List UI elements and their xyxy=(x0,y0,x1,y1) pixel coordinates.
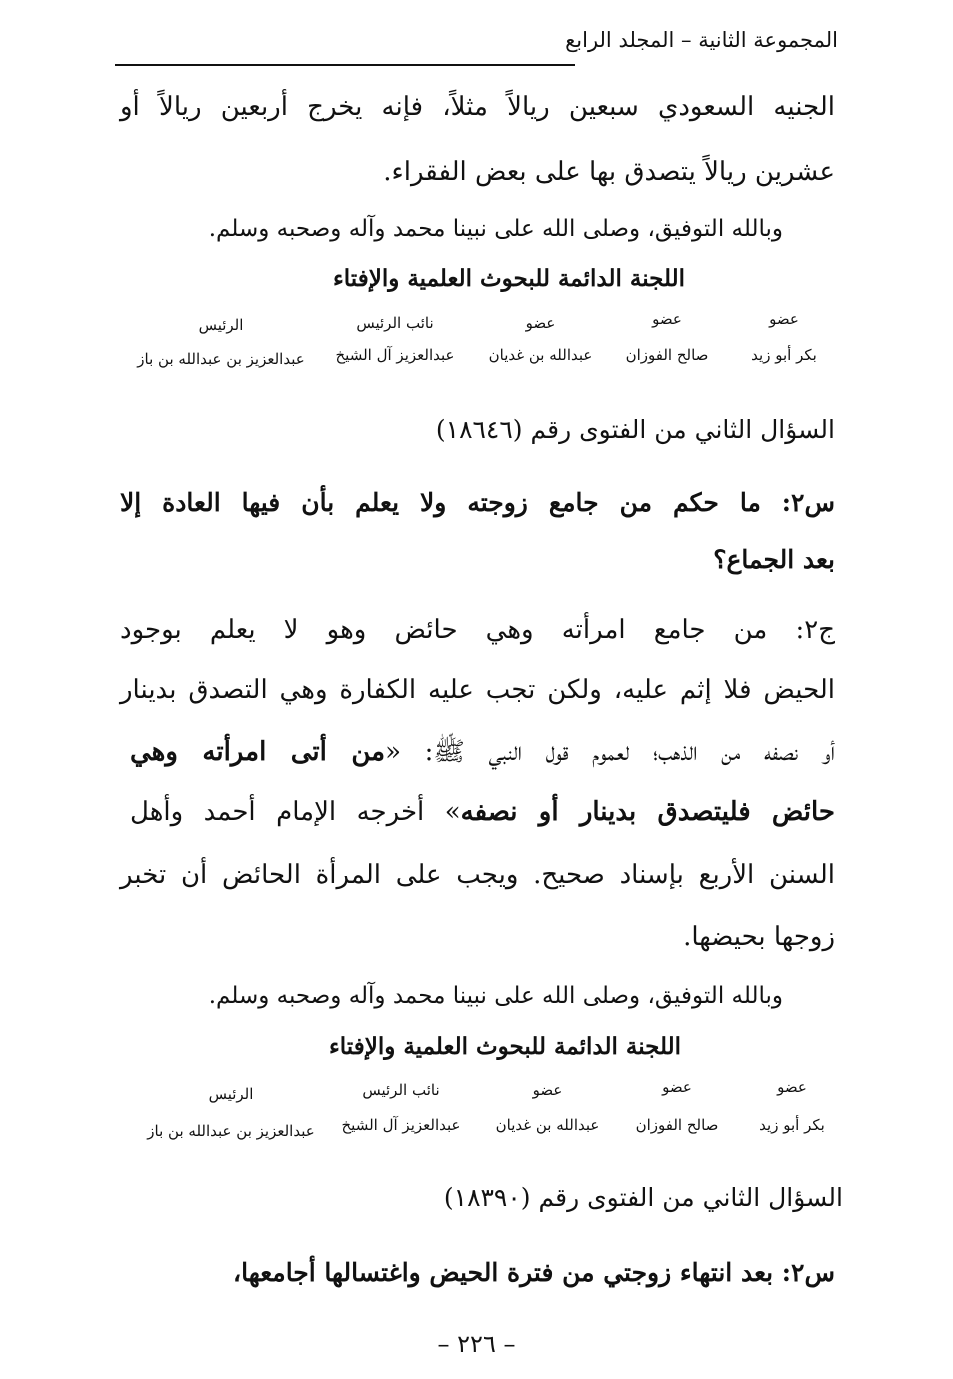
signatory-name: عبدالله بن غديان xyxy=(488,346,593,364)
signatory-title: نائب الرئيس xyxy=(356,314,434,332)
answer-text: » أخرجه الإمام أحمد وأهل xyxy=(130,797,461,827)
signatory-title: عضو xyxy=(662,1078,692,1096)
continuation-line-1: الجنيه السعودي سبعين ريالاً مثلاً، فإنه يخرج أربعين ريالاً أو xyxy=(120,92,835,122)
signatory-name: صالح الفوزان xyxy=(635,1116,719,1134)
committee-name-1: اللجنة الدائمة للبحوث العلمية والإفتاء xyxy=(332,265,685,292)
question-line-2: بعد الجماع؟ xyxy=(713,545,835,574)
hadith-text: من أتى امرأته وهي xyxy=(130,737,386,767)
running-header: المجموعة الثانية – المجلد الرابع xyxy=(565,28,838,52)
closing-formula-2: وبالله التوفيق، وصلى الله على نبينا محمد وآله وصحبه وسلم. xyxy=(208,983,783,1009)
question-line-1: س٢: ما حكم من جامع زوجته ولا يعلم بأن فيها العادة إلا xyxy=(120,488,835,517)
signatory-title: عضو xyxy=(525,314,556,332)
question-line-1: س٢: بعد انتهاء زوجتي من فترة الحيض واغتسالها أجامعها، xyxy=(233,1258,835,1287)
signatory-title: نائب الرئيس xyxy=(362,1081,440,1099)
closing-formula-1: وبالله التوفيق، وصلى الله على نبينا محمد وآله وصحبه وسلم. xyxy=(208,216,783,242)
answer-line-1: ج٢: من جامع امرأته وهي حائض وهو لا يعلم بوجود xyxy=(120,615,835,645)
answer-line-5: السنن الأربع بإسناد صحيح. ويجب على المرأة الحائض أن تخبر xyxy=(120,860,835,890)
hadith-text: حائض فليتصدق بدينار أو نصفه xyxy=(460,797,835,827)
committee-name-2: اللجنة الدائمة للبحوث العلمية والإفتاء xyxy=(328,1033,681,1060)
page-number: – ٢٢٦ – xyxy=(437,1330,516,1358)
fatwa-reference: السؤال الثاني من الفتوى رقم (١٨٣٩٠) xyxy=(443,1183,843,1212)
continuation-line-2: عشرين ريالاً يتصدق بها على بعض الفقراء. xyxy=(383,157,835,187)
answer-line-6: زوجها بحيضها. xyxy=(683,922,835,952)
signatory-name: عبدالله بن غديان xyxy=(495,1116,600,1134)
signatory-name: عبدالعزيز بن عبدالله بن باز xyxy=(137,350,305,368)
header-rule xyxy=(115,64,575,66)
signatory-title: عضو xyxy=(652,310,682,328)
answer-line-2: الحيض فلا إثم عليه، ولكن تجب عليه الكفارة وهي التصدق بدينار xyxy=(120,675,835,705)
signatory-name: بكر أبو زيد xyxy=(751,346,817,364)
signatory-title: عضو xyxy=(532,1081,563,1099)
signatory-name: عبدالعزيز بن عبدالله بن باز xyxy=(147,1122,315,1140)
signatory-title: الرئيس xyxy=(198,316,244,334)
signatory-name: صالح الفوزان xyxy=(625,346,709,364)
signatory-name: عبدالعزيز آل الشيخ xyxy=(335,346,455,364)
answer-text: أو نصفه من الذهب؛ لعموم قول النبي ﷺ: « xyxy=(385,737,836,767)
answer-line-4 xyxy=(130,797,835,827)
signatory-title: عضو xyxy=(777,1078,807,1096)
signatory-name: بكر أبو زيد xyxy=(759,1116,825,1134)
signatory-title: عضو xyxy=(769,310,799,328)
answer-line-3 xyxy=(130,735,835,773)
fatwa-reference: السؤال الثاني من الفتوى رقم (١٨٦٤٦) xyxy=(435,415,835,444)
signatory-title: الرئيس xyxy=(208,1085,254,1103)
signatory-name: عبدالعزيز آل الشيخ xyxy=(341,1116,461,1134)
